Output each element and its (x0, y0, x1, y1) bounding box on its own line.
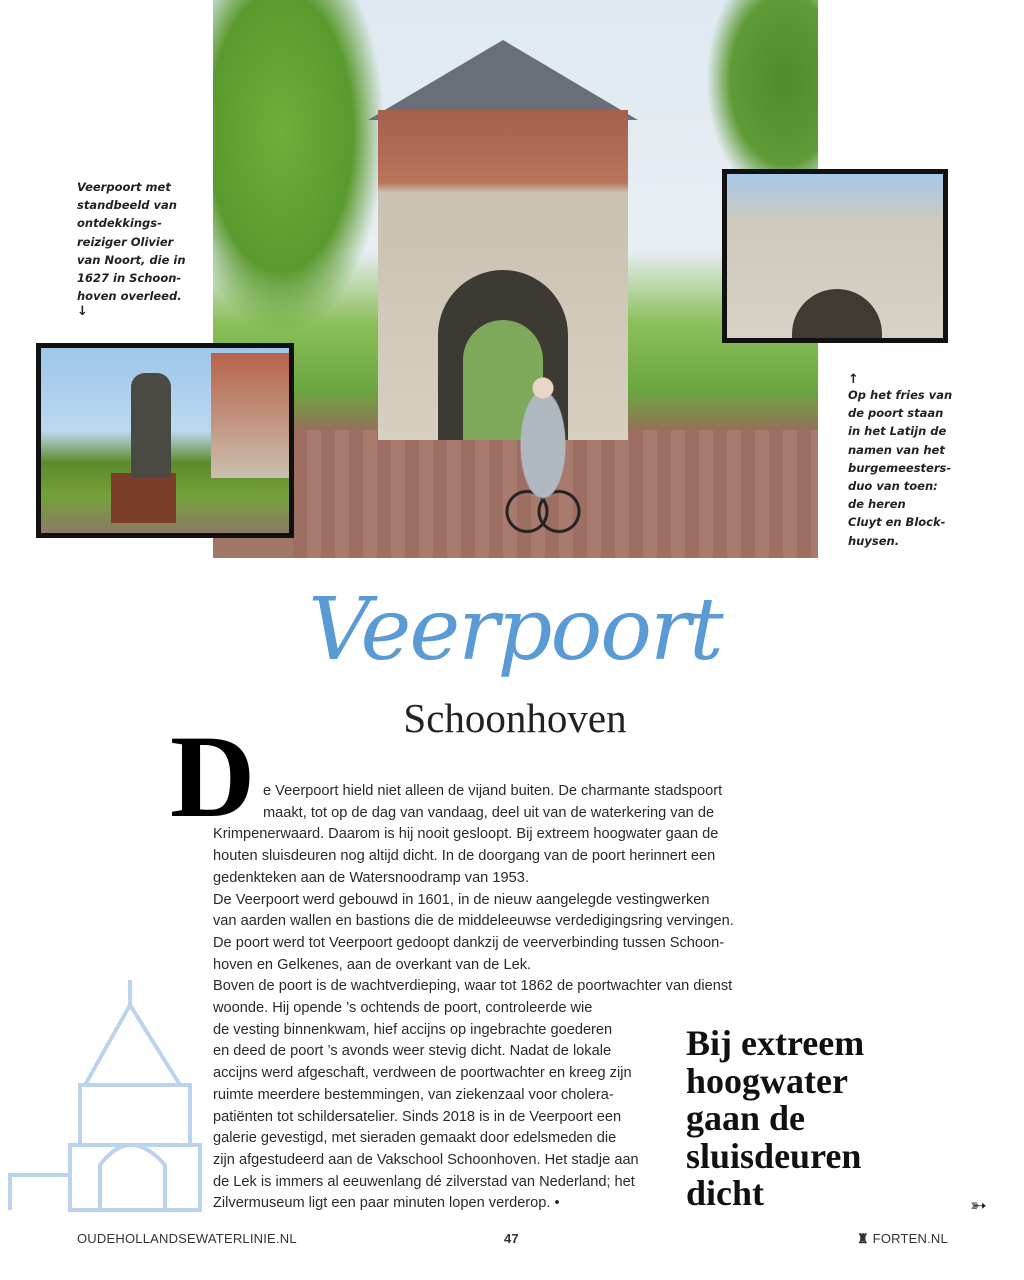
arrow-down-icon: ↓ (77, 304, 88, 320)
caption-line: in het Latijn de (848, 424, 947, 439)
body-line: zijn afgestudeerd aan de Vakschool Schoonhoven. Het stadje aan (213, 1151, 639, 1168)
tree (213, 0, 383, 330)
drop-cap: D (170, 711, 256, 842)
gate-sketch-illustration (5, 975, 205, 1215)
caption-line: Veerpoort met (77, 180, 171, 194)
body-line: De poort werd tot Veerpoort gedoopt dankzij de veerverbinding tussen Schoon- (213, 934, 725, 951)
gate-roof (368, 40, 638, 120)
pull-quote-line: dicht (686, 1173, 765, 1213)
caption-line: Cluyt en Block- (848, 515, 946, 530)
body-line: hoven en Gelkenes, aan de overkant van de Lek. (213, 956, 532, 973)
body-line: patiënten tot schildersatelier. Sinds 2018 is in de Veerpoort een (213, 1108, 622, 1125)
statue-plinth (111, 473, 176, 523)
body-line: maakt, tot op de dag van vandaag, deel uit van de waterkering van de (263, 804, 715, 821)
caption-line: hoven overleed. (77, 289, 182, 304)
caption-line: burgemeesters- (848, 460, 952, 475)
next-page-arrow-icon: ➳ (970, 1195, 987, 1217)
body-line: Boven de poort is de wachtverdieping, waar tot 1862 de poortwachter van dienst (213, 978, 733, 995)
inset-photo-frieze (722, 169, 948, 343)
body-line: ruimte meerdere bestemmingen, van ziekenzaal voor cholera- (213, 1086, 614, 1103)
statue (131, 373, 171, 478)
frieze-arch (792, 289, 882, 343)
article-body (213, 781, 734, 1215)
caption-line: de poort staan (848, 406, 944, 421)
caption-line: reiziger Olivier (77, 234, 174, 249)
caption-line: de heren (848, 497, 906, 512)
caption-line: duo van toen: (848, 479, 938, 494)
body-line: De Veerpoort werd gebouwd in 1601, in de nieuw aangelegde vestingwerken (213, 891, 710, 908)
body-line: gedenkteken aan de Watersnoodramp van 1953. (213, 869, 529, 886)
body-line: Krimpenerwaard. Daarom is hij nooit gesloopt. Bij extreem hoogwater gaan de (213, 826, 719, 843)
pull-quote-line: hoogwater (686, 1060, 848, 1101)
caption-line: van Noort, die in (77, 252, 186, 267)
body-line: de Lek is immers al eeuwenlang dé zilverstad van Nederland; het (213, 1173, 635, 1190)
pull-quote (686, 1025, 864, 1213)
footer-website-right[interactable] (857, 1231, 948, 1247)
article-title: Veerpoort (308, 580, 722, 680)
pull-quote-line: gaan de (686, 1098, 806, 1138)
body-line: de vesting binnenkwam, hief accijns op ingebrachte goederen (213, 1021, 613, 1038)
caption-line: 1627 in Schoon- (77, 271, 182, 286)
caption-line: standbeeld van (77, 198, 177, 213)
caption-line: namen van het (848, 442, 945, 457)
body-line: e Veerpoort hield niet alleen de vijand buiten. De charmante stadspoort (263, 783, 723, 799)
fort-icon: ♜ (857, 1231, 869, 1246)
footer-website-left[interactable]: OUDEHOLLANDSEWATERLINIE.NL (77, 1231, 297, 1246)
body-line: en deed de poort ’s avonds weer stevig dicht. Nadat de lokale (213, 1043, 612, 1060)
page-number: 47 (504, 1231, 519, 1246)
pull-quote-line: Bij extreem (686, 1023, 865, 1063)
caption-left (77, 178, 197, 318)
body-line: Zilvermuseum ligt een paar minuten lopen verderop. • (213, 1195, 560, 1212)
body-line: accijns werd afgeschaft, verdween de poortwachter en kreeg zijn (213, 1065, 632, 1082)
pull-quote-line: sluisdeuren (686, 1135, 862, 1176)
gate-side (211, 353, 294, 478)
body-line: houten sluisdeuren nog altijd dicht. In de doorgang van de poort herinnert een (213, 848, 716, 865)
article-subtitle: Schoonhoven (403, 695, 627, 741)
caption-line: ontdekkings- (77, 216, 162, 231)
body-line: van aarden wallen en bastions die de middeleeuwse verdedigingsring vervingen. (213, 913, 734, 930)
cyclist (503, 350, 583, 540)
body-line: woonde. Hij opende ’s ochtends de poort, controleerde wie (213, 1000, 593, 1017)
caption-right (848, 372, 958, 550)
caption-line: Op het fries van (848, 388, 953, 402)
footer-website-right-label: FORTEN.NL (872, 1231, 948, 1246)
inset-photo-statue (36, 343, 294, 538)
arrow-up-icon: ↑ (848, 372, 859, 387)
caption-line: huysen. (848, 533, 900, 548)
body-line: galerie gevestigd, met sieraden gemaakt door edelsmeden die (213, 1130, 617, 1147)
